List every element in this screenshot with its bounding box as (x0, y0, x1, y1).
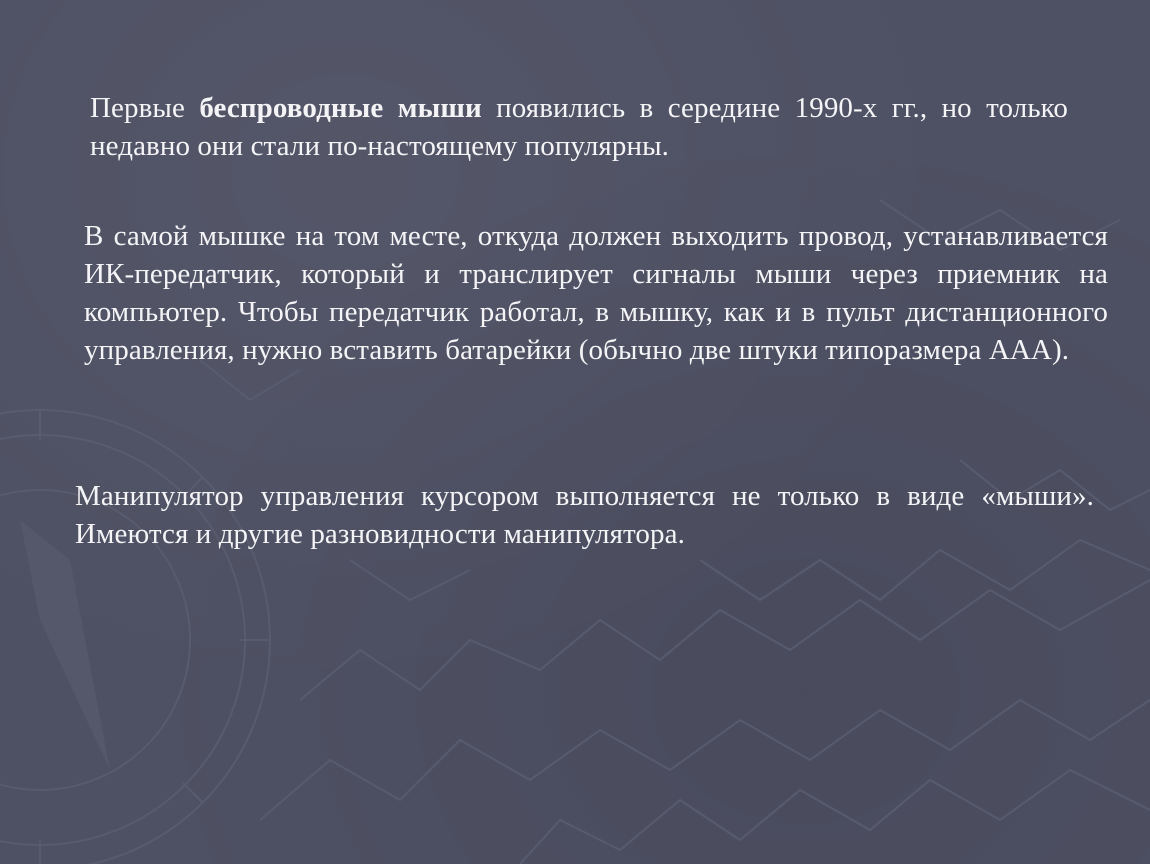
paragraph2-text: В самой мышке на том месте, откуда должен выходить провод, устанавливается ИК-передатчик, который и транслирует сигналы мыши через приемник на компьютер. Чтобы передатчик работал, в мышку, как и в пульт дистанционного управления, нужно вставить батарейки (обычно две штуки типоразмера ААА). (84, 220, 1108, 366)
paragraph-ir-transmitter (84, 217, 1108, 369)
paragraph1-bold-term: беспроводные мыши (199, 92, 482, 124)
paragraph1-lead-text: Первые (90, 92, 200, 124)
paragraph3-text: Манипулятор управления курсором выполняется не только в виде «мыши». Имеются и другие разновидности манипулятора. (75, 480, 1094, 550)
paragraph-manipulator-types (75, 477, 1094, 553)
paragraph1-tail-text: появились в середине 1990-х гг., но только недавно они стали по-настоящему популярны. (90, 92, 1068, 162)
paragraph-wireless-mice-history (90, 89, 1068, 165)
